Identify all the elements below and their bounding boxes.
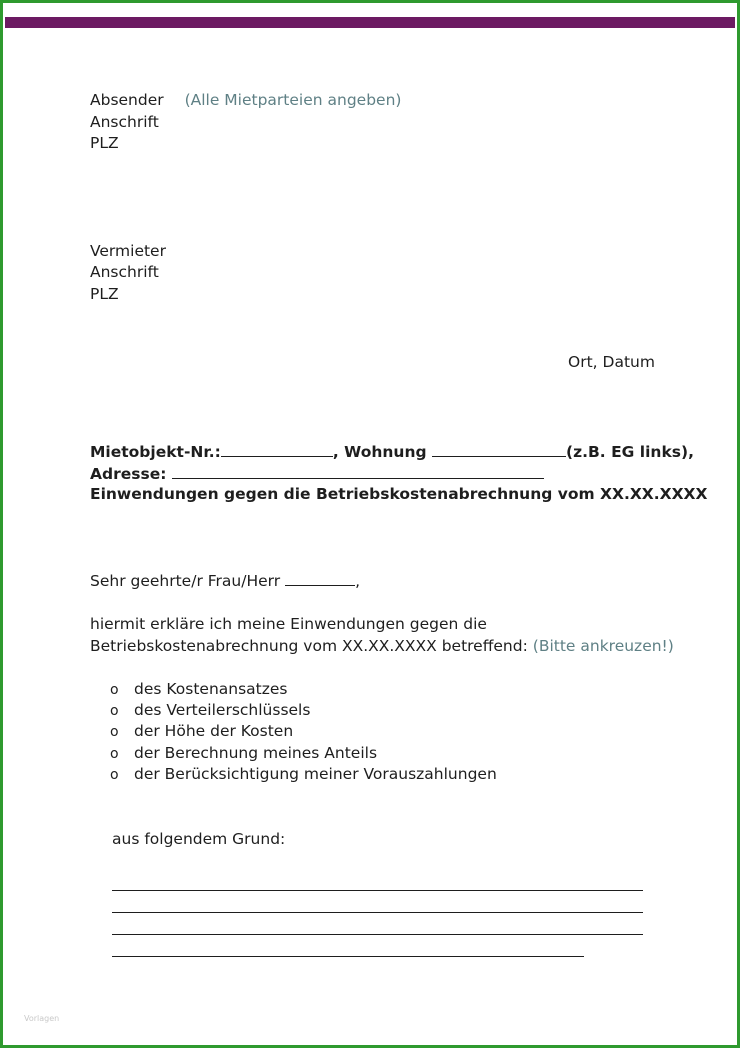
salutation-text: Sehr geehrte/r Frau/Herr bbox=[90, 572, 281, 590]
footer-watermark: Vorlagen bbox=[24, 1014, 60, 1023]
checkbox-circle-icon[interactable]: o bbox=[110, 767, 119, 783]
sender-label: Absender bbox=[90, 91, 164, 109]
option-item[interactable] bbox=[110, 679, 288, 701]
sender-zip: PLZ bbox=[90, 134, 119, 152]
salutation-suffix: , bbox=[355, 572, 360, 590]
reason-write-line[interactable] bbox=[112, 890, 643, 891]
intro-line-2 bbox=[90, 636, 674, 657]
checkbox-circle-icon[interactable]: o bbox=[110, 703, 119, 719]
header-accent-bar bbox=[5, 17, 735, 28]
apartment-field[interactable] bbox=[432, 441, 566, 457]
subject-title: Einwendungen gegen die Betriebskostenabrechnung vom XX.XX.XXXX bbox=[90, 485, 708, 503]
landlord-label: Vermieter bbox=[90, 242, 166, 260]
reason-label: aus folgendem Grund: bbox=[112, 830, 286, 848]
address-field[interactable] bbox=[172, 463, 544, 479]
option-item[interactable] bbox=[110, 743, 377, 765]
sender-block bbox=[90, 90, 401, 111]
salutation-line bbox=[90, 570, 360, 592]
checkbox-circle-icon[interactable]: o bbox=[110, 724, 119, 740]
reason-write-line[interactable] bbox=[112, 956, 584, 957]
option-label: des Verteilerschlüssels bbox=[134, 701, 311, 719]
option-label: der Höhe der Kosten bbox=[134, 722, 294, 740]
landlord-zip: PLZ bbox=[90, 285, 119, 303]
reason-write-line[interactable] bbox=[112, 912, 643, 913]
checkbox-circle-icon[interactable]: o bbox=[110, 682, 119, 698]
checkbox-circle-icon[interactable]: o bbox=[110, 746, 119, 762]
subject-line-address bbox=[90, 463, 544, 485]
option-item[interactable] bbox=[110, 721, 293, 743]
intro-line-2-text: Betriebskostenabrechnung vom XX.XX.XXXX betreffend: bbox=[90, 637, 528, 655]
option-item[interactable] bbox=[110, 700, 310, 722]
option-label: des Kostenansatzes bbox=[134, 680, 288, 698]
apartment-example: (z.B. EG links), bbox=[566, 443, 694, 461]
option-item[interactable] bbox=[110, 764, 497, 786]
apartment-label: , Wohnung bbox=[332, 443, 427, 461]
address-label: Adresse: bbox=[90, 465, 167, 483]
salutation-name-field[interactable] bbox=[285, 570, 355, 586]
landlord-address: Anschrift bbox=[90, 263, 159, 281]
option-label: der Berechnung meines Anteils bbox=[134, 744, 378, 762]
sender-hint: (Alle Mietparteien angeben) bbox=[184, 91, 402, 109]
reason-write-line[interactable] bbox=[112, 934, 643, 935]
intro-hint: (Bitte ankreuzen!) bbox=[532, 637, 674, 655]
object-number-field[interactable] bbox=[221, 441, 333, 457]
object-number-label: Mietobjekt-Nr.: bbox=[90, 443, 221, 461]
subject-line-object bbox=[90, 441, 694, 463]
place-date: Ort, Datum bbox=[568, 353, 655, 371]
sender-address: Anschrift bbox=[90, 113, 159, 131]
option-label: der Berücksichtigung meiner Vorauszahlungen bbox=[134, 765, 497, 783]
intro-line-1: hiermit erkläre ich meine Einwendungen gegen die bbox=[90, 615, 487, 633]
